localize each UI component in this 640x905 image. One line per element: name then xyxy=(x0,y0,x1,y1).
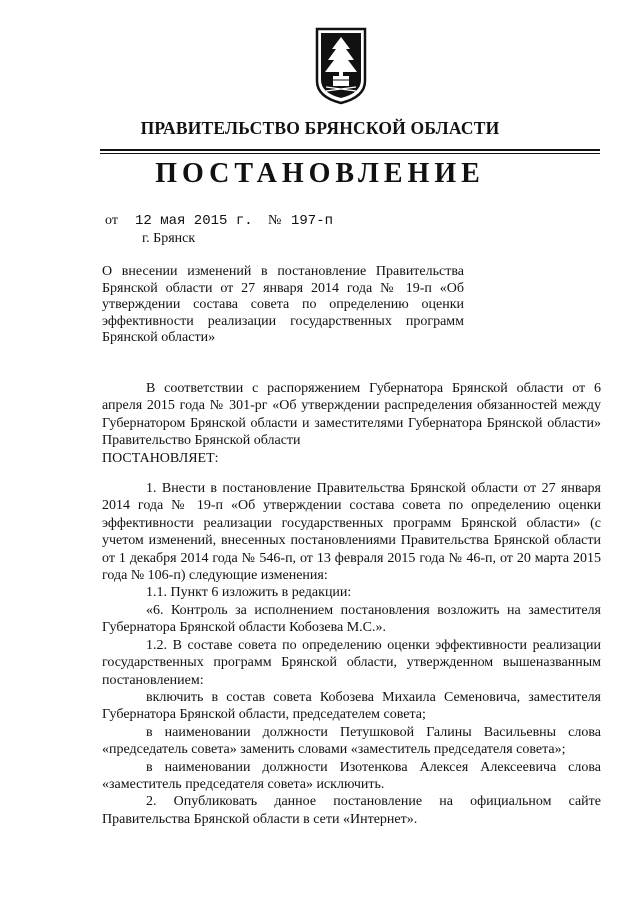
paragraph-2: 2. Опубликовать данное постановление на официальном сайте Правительства Брянской области в сети «Интернет». xyxy=(102,794,601,827)
document-subject: О внесении изменений в постановление Правительства Брянской области от 27 января 2014 года № 19-п «Об утверждении состава совета по определению оценки эффективности реализации государственных программ Брянской области» xyxy=(102,264,464,346)
header-rule-thin xyxy=(100,153,600,154)
bryansk-coat-of-arms-icon xyxy=(315,27,367,105)
paragraph-1: 1. Внести в постановление Правительства Брянской области от 27 января 2014 года № 19-п «Об утверждении состава совета по определению оценки эффективности реализации государственных программ Брянской области» (с учетом изменений, внесенных постановлениями Правительства Брянской области от 1 декабря 2014 года № 546-п, от 13 февраля 2015 года № 46-п, от 20 марта 2015 года № 106-п) следующие изменения: xyxy=(102,481,601,584)
city: г. Брянск xyxy=(142,231,196,246)
paragraph-include-member: включить в состав совета Кобозева Михаила Семеновича, заместителя Губернатора Брянской области, председателем совета; xyxy=(102,689,601,723)
number-prefix: № xyxy=(268,213,282,228)
paragraph-1-1: 1.1. Пункт 6 изложить в редакции: xyxy=(146,585,352,601)
document-type-title: ПОСТАНОВЛЕНИЕ xyxy=(155,158,485,189)
paragraph-1-1-text: «6. Контроль за исполнением постановления возложить на заместителя Губернатора Брянской области Кобозева М.С.». xyxy=(102,602,601,636)
date-prefix: от xyxy=(105,213,118,228)
number-value: 197-п xyxy=(291,213,334,229)
date-value: 12 мая 2015 г. xyxy=(135,213,253,229)
government-name: ПРАВИТЕЛЬСТВО БРЯНСКОЙ ОБЛАСТИ xyxy=(140,118,500,138)
paragraph-1-2: 1.2. В составе совета по определению оценки эффективности реализации государственных программ Брянской области, утвержденном вышеназванным постановлением: xyxy=(102,637,601,688)
paragraph-petushkova: в наименовании должности Петушковой Галины Васильевны слова «председатель совета» заменить словами «заместитель председателя совета»; xyxy=(102,724,601,758)
paragraph-izotenkov: в наименовании должности Изотенкова Алексея Алексеевича слова «заместитель председателя совета» исключить. xyxy=(102,759,601,792)
header-rule-thick xyxy=(100,149,600,151)
resolves-heading: ПОСТАНОВЛЯЕТ: xyxy=(102,450,219,466)
document-body xyxy=(102,380,601,828)
preamble: В соответствии с распоряжением Губернатора Брянской области от 6 апреля 2015 года № 301-рг «Об утверждении распределения обязанностей между Губернатором Брянской области и заместителями Губернатора Брянской области» Правительство Брянской области xyxy=(102,381,601,449)
